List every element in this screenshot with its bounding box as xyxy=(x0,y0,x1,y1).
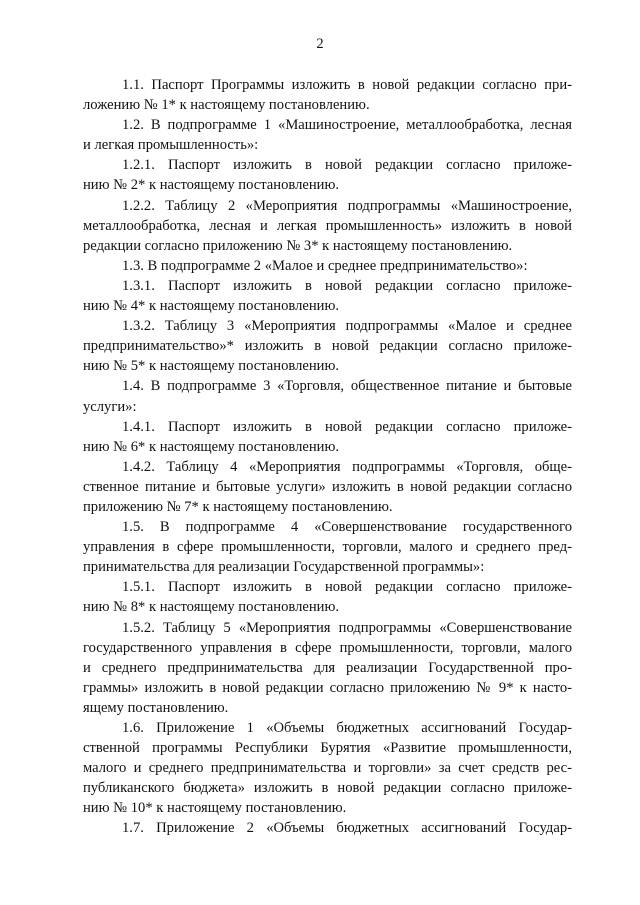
text-line: 1.5. В подпрограмме 4 «Совершенствование государственного xyxy=(122,519,572,536)
text-line: 1.7. Приложение 2 «Объемы бюджетных ассигнований Государ- xyxy=(122,820,572,837)
text-line: металлообработка, лесная и легкая промышленность» изложить в новой xyxy=(83,217,572,234)
text-line: 1.5.1. Паспорт изложить в новой редакции согласно приложе- xyxy=(122,579,572,596)
page-number: 2 xyxy=(316,36,324,52)
text-line: нию № 8* к настоящему постановлению. xyxy=(83,599,340,616)
text-line: 1.3.2. Таблицу 3 «Мероприятия подпрограммы «Малое и среднее xyxy=(122,318,572,335)
text-line: 1.3. В подпрограмме 2 «Малое и среднее предпринимательство»: xyxy=(122,257,528,274)
text-line: 1.3.1. Паспорт изложить в новой редакции согласно приложе- xyxy=(122,277,572,294)
text-line: публиканского бюджета» изложить в новой редакции согласно приложе- xyxy=(83,780,572,797)
text-line: нию № 2* к настоящему постановлению. xyxy=(83,177,340,194)
text-line: 1.5.2. Таблицу 5 «Мероприятия подпрограммы «Совершенствование xyxy=(122,619,572,636)
text-line: управления в сфере промышленности, торговли, малого и среднего пред- xyxy=(83,539,572,556)
text-line: 1.4. В подпрограмме 3 «Торговля, общественное питание и бытовые xyxy=(122,378,572,395)
text-line: 1.1. Паспорт Программы изложить в новой редакции согласно при- xyxy=(122,77,572,93)
text-line: принимательства для реализации Государственной программы»: xyxy=(83,559,485,576)
text-line: 1.2.2. Таблицу 2 «Мероприятия подпрограммы «Машиностроение, xyxy=(122,197,572,214)
text-line: 1.6. Приложение 1 «Объемы бюджетных ассигнований Государ- xyxy=(122,720,572,736)
text-line: нию № 10* к настоящему постановлению. xyxy=(83,800,347,817)
text-line: ственное питание и бытовые услуги» изложить в новой редакции согласно xyxy=(83,478,572,495)
text-line: услуги»: xyxy=(83,398,137,415)
text-line: предпринимательство»* изложить в новой редакции согласно приложе- xyxy=(83,338,572,355)
text-line: нию № 4* к настоящему постановлению. xyxy=(83,298,340,315)
text-line: 1.4.2. Таблицу 4 «Мероприятия подпрограммы «Торговля, обще- xyxy=(122,458,572,475)
text-line: нию № 5* к настоящему постановлению. xyxy=(83,358,340,375)
text-line: малого и среднего предпринимательства и торговли» за счет средств рес- xyxy=(83,760,572,777)
text-line: и легкая промышленность»: xyxy=(83,137,259,154)
text-line: нию № 6* к настоящему постановлению. xyxy=(83,438,340,455)
text-line: 1.2.1. Паспорт изложить в новой редакции согласно приложе- xyxy=(122,157,572,174)
text-line: и среднего предпринимательства для реализации Государственной про- xyxy=(83,659,572,676)
text-line: государственного управления в сфере промышленности, торговли, малого xyxy=(83,639,572,656)
text-line: 1.4.1. Паспорт изложить в новой редакции согласно приложе- xyxy=(122,418,572,435)
text-line: приложению № 7* к настоящему постановлению. xyxy=(83,498,393,515)
text-line: ственной программы Республики Бурятия «Развитие промышленности, xyxy=(83,740,572,757)
text-line: граммы» изложить в новой редакции согласно приложению № 9* к насто- xyxy=(83,679,572,696)
text-line: ящему постановлению. xyxy=(83,699,229,716)
text-line: 1.2. В подпрограмме 1 «Машиностроение, металлообработка, лесная xyxy=(122,117,572,134)
document-body xyxy=(83,75,572,839)
text-line: ложению № 1* к настоящему постановлению. xyxy=(83,97,370,114)
text-line: редакции согласно приложению № 3* к настоящему постановлению. xyxy=(83,237,513,254)
